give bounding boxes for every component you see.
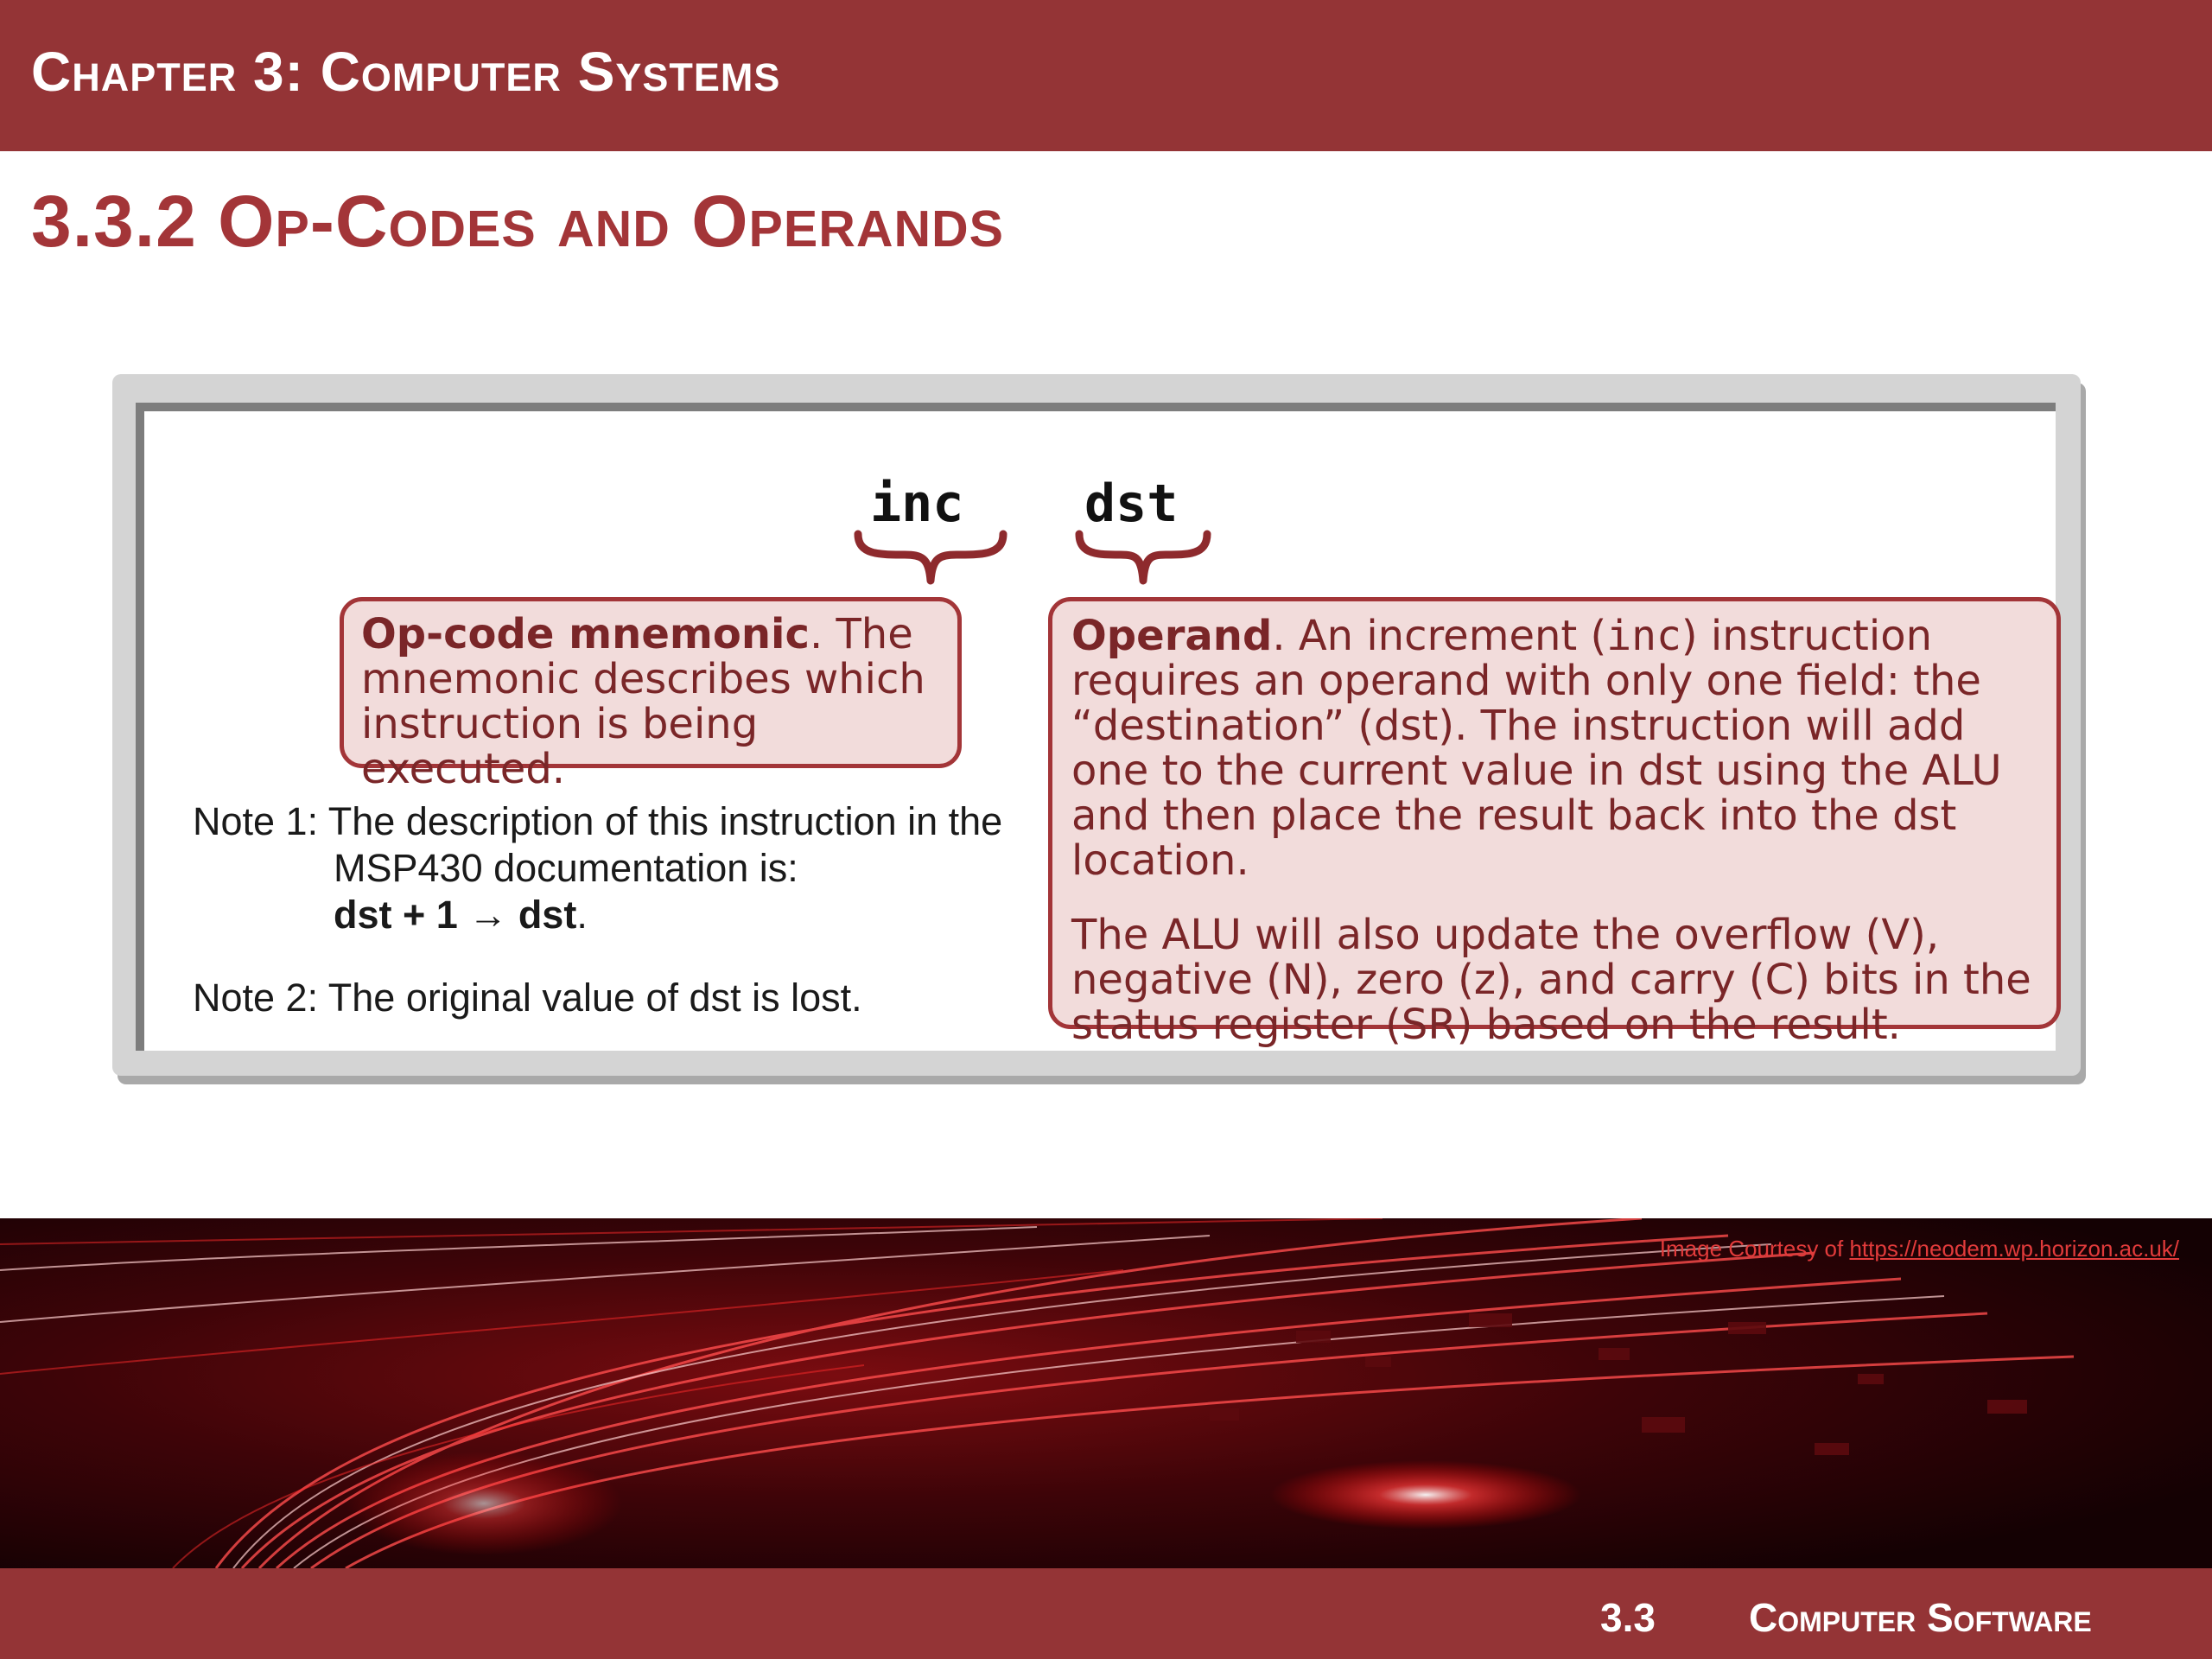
decorative-banner: [0, 1218, 2212, 1568]
operand-box-code: inc: [1606, 612, 1681, 660]
note-1-formula: dst + 1 → dst: [334, 893, 577, 937]
figure-panel: [136, 403, 2056, 1051]
operand-word: dst: [1084, 474, 1179, 534]
fiber-optic-background-image: [0, 1218, 2212, 1568]
note-1: [193, 798, 1002, 938]
chapter-header-bar: [0, 0, 2212, 151]
opcode-box-text: . The mnemonic describes which instruction is being executed.: [361, 610, 925, 793]
operand-box-text-2: ) instruction requires an operand with only one field: the “destination” (dst). The instruction will add one to the current value in dst using the ALU and then place the result back into the dst location.: [1071, 612, 2002, 885]
note-2: [193, 975, 862, 1021]
opcode-word: inc: [870, 474, 964, 534]
figure-frame: [112, 374, 2081, 1076]
note-1-formula-end: .: [576, 893, 588, 937]
opcode-box-lead: Op-code mnemonic: [361, 610, 810, 658]
image-credit-link[interactable]: https://neodem.wp.horizon.ac.uk/: [1849, 1236, 2179, 1262]
note-1-line-2: MSP430 documentation is:: [334, 846, 798, 890]
image-credit: [1660, 1236, 2179, 1262]
opcode-brace-icon: [853, 529, 1008, 589]
section-title: 3.3.2 Op-Codes and Operands: [31, 181, 1005, 262]
note-1-line-1: The description of this instruction in the: [327, 799, 1003, 843]
note-2-label: Note 2:: [193, 976, 319, 1020]
opcode-mnemonic-box: [340, 597, 962, 793]
footer-section-number: 3.3: [1600, 1595, 1656, 1640]
operand-box-paragraph-2: The ALU will also update the overflow (V), negative (N), zero (z), and carry (C) bits in the status register (SR) based on the result.: [1071, 911, 2031, 1049]
operand-box-text-1: . An increment (: [1272, 612, 1607, 660]
operand-brace-icon: [1074, 529, 1212, 589]
image-credit-prefix: Image Courtesy of: [1659, 1236, 1850, 1262]
operand-box-lead: Operand: [1071, 612, 1273, 660]
note-2-text: The original value of dst is lost.: [327, 976, 862, 1020]
chapter-title: Chapter 3: Computer Systems: [31, 41, 781, 103]
footer-section-title: Computer Software: [1749, 1595, 2092, 1640]
footer-bar: [0, 1568, 2212, 1659]
operand-box: [1048, 597, 2061, 1049]
note-1-label: Note 1:: [193, 799, 319, 843]
